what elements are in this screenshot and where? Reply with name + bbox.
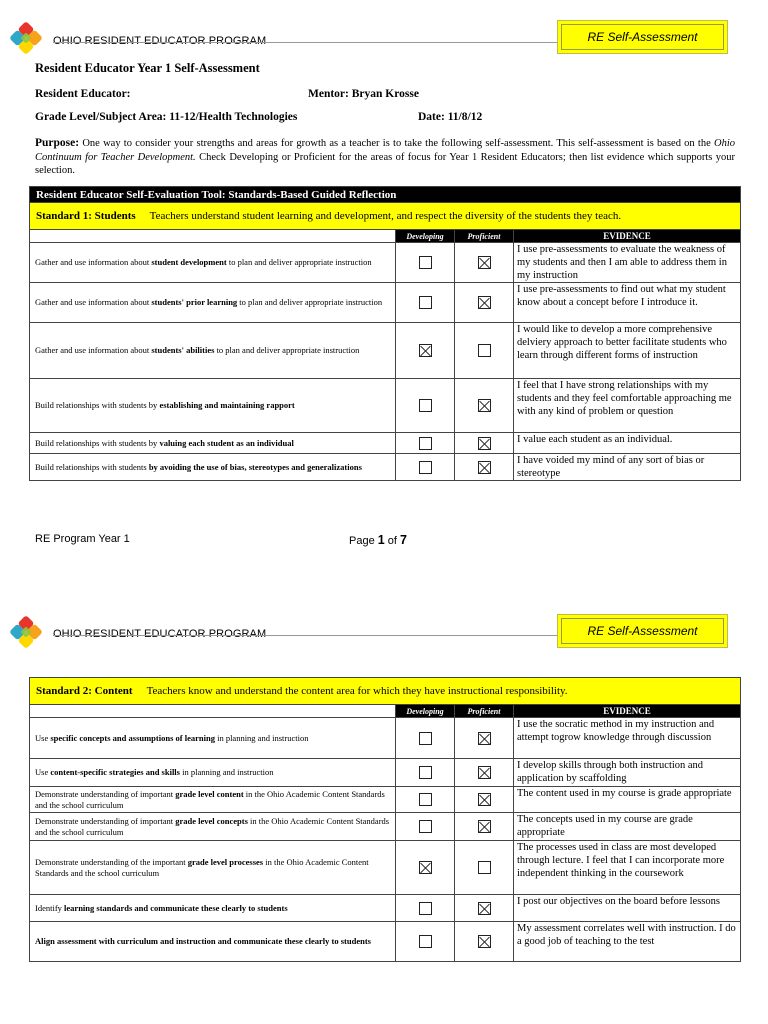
program-title: OHIO RESIDENT EDUCATOR PROGRAM: [53, 35, 267, 47]
footer-program: RE Program Year 1: [35, 533, 130, 545]
criterion-row: [30, 433, 741, 454]
evidence-text[interactable]: I post our objectives on the board before lessons: [514, 895, 741, 922]
developing-checkbox[interactable]: [419, 344, 432, 357]
evidence-text[interactable]: I value each student as an individual.: [514, 433, 741, 454]
developing-header: Developing: [396, 230, 455, 243]
proficient-header: Proficient: [455, 230, 514, 243]
developing-checkbox[interactable]: [419, 793, 432, 806]
proficient-checkbox[interactable]: [478, 296, 491, 309]
criterion-row: [30, 759, 741, 787]
footer-page-number: Page 1 of 7: [349, 533, 407, 547]
page1-header: [0, 18, 768, 60]
grade-level-label: Grade Level/Subject Area: 11-12/Health Technologies: [35, 111, 298, 123]
proficient-checkbox[interactable]: [478, 935, 491, 948]
header-rule: [53, 635, 565, 636]
ohio-re-logo: [6, 18, 46, 58]
evidence-text[interactable]: The content used in my course is grade appropriate: [514, 787, 741, 813]
criterion-row: [30, 813, 741, 841]
evidence-text[interactable]: The processes used in class are most developed through lecture. I feel that I can incorporate more independent thinking in the coursework: [514, 841, 741, 895]
criterion-text: Identify learning standards and communicate these clearly to students: [30, 895, 396, 922]
evidence-text[interactable]: I use pre-assessments to find out what my student know about a concept before I introduce it.: [514, 283, 741, 323]
criterion-text: Use content-specific strategies and skills in planning and instruction: [30, 759, 396, 787]
criterion-row: [30, 379, 741, 433]
criterion-text: Gather and use information about students' abilities to plan and deliver appropriate instruction: [30, 323, 396, 379]
criterion-text: Demonstrate understanding of important grade level concepts in the Ohio Academic Content Standards and the school curriculum: [30, 813, 396, 841]
criterion-text: Build relationships with students by avoiding the use of bias, stereotypes and generalizations: [30, 454, 396, 481]
developing-checkbox[interactable]: [419, 820, 432, 833]
criterion-text: Demonstrate understanding of important grade level content in the Ohio Academic Content Standards and the school curriculum: [30, 787, 396, 813]
evidence-text[interactable]: I would like to develop a more comprehensive delviery approach to better facilitate students who learn through different forms of instruction: [514, 323, 741, 379]
developing-checkbox[interactable]: [419, 766, 432, 779]
evidence-header: EVIDENCE: [514, 705, 741, 718]
proficient-checkbox[interactable]: [478, 861, 491, 874]
developing-header: Developing: [396, 705, 455, 718]
evidence-text[interactable]: I develop skills through both instruction and application by scaffolding: [514, 759, 741, 787]
criterion-row: [30, 787, 741, 813]
criterion-row: [30, 243, 741, 283]
proficient-checkbox[interactable]: [478, 437, 491, 450]
standard2-heading: Standard 2: Content Teachers know and understand the content area for which they have instructional responsibility.: [30, 678, 741, 705]
header-rule: [53, 42, 565, 43]
document-title: Resident Educator Year 1 Self-Assessment: [35, 61, 260, 75]
page2-header: [0, 612, 768, 654]
standard1-table: [29, 186, 741, 481]
proficient-checkbox[interactable]: [478, 461, 491, 474]
proficient-checkbox[interactable]: [478, 256, 491, 269]
criterion-row: [30, 454, 741, 481]
program-title: OHIO RESIDENT EDUCATOR PROGRAM: [53, 628, 267, 640]
evidence-text[interactable]: I feel that I have strong relationships with my students and they feel comfortable approaching me with any kind of problem or question: [514, 379, 741, 433]
criterion-row: [30, 323, 741, 379]
standard2-table: [29, 677, 741, 962]
proficient-checkbox[interactable]: [478, 732, 491, 745]
criterion-text: Gather and use information about student development to plan and deliver appropriate instruction: [30, 243, 396, 283]
self-assessment-badge: RE Self-Assessment: [557, 614, 728, 648]
date-label: Date: 11/8/12: [418, 111, 483, 123]
developing-checkbox[interactable]: [419, 461, 432, 474]
resident-educator-label: Resident Educator:: [35, 88, 131, 100]
proficient-checkbox[interactable]: [478, 399, 491, 412]
evidence-header: EVIDENCE: [514, 230, 741, 243]
tool-title-bar: Resident Educator Self-Evaluation Tool: Standards-Based Guided Reflection: [30, 187, 741, 203]
proficient-checkbox[interactable]: [478, 793, 491, 806]
proficient-checkbox[interactable]: [478, 766, 491, 779]
criterion-text: Demonstrate understanding of the important grade level processes in the Ohio Academic Content Standards and the school curriculum: [30, 841, 396, 895]
criterion-row: [30, 895, 741, 922]
developing-checkbox[interactable]: [419, 935, 432, 948]
developing-checkbox[interactable]: [419, 437, 432, 450]
proficient-checkbox[interactable]: [478, 344, 491, 357]
evidence-text[interactable]: I use the socratic method in my instruction and attempt togrow knowledge through discussion: [514, 718, 741, 759]
criterion-text: Use specific concepts and assumptions of learning in planning and instruction: [30, 718, 396, 759]
developing-checkbox[interactable]: [419, 296, 432, 309]
evidence-text[interactable]: My assessment correlates well with instruction. I do a good job of teaching to the test: [514, 922, 741, 962]
standard1-heading: Standard 1: Students Teachers understand student learning and development, and respect the diversity of the students they teach.: [30, 203, 741, 230]
proficient-header: Proficient: [455, 705, 514, 718]
criterion-row: [30, 283, 741, 323]
evidence-text[interactable]: I have voided my mind of any sort of bias or stereotype: [514, 454, 741, 481]
criterion-text: Build relationships with students by establishing and maintaining rapport: [30, 379, 396, 433]
developing-checkbox[interactable]: [419, 399, 432, 412]
self-assessment-badge: RE Self-Assessment: [557, 20, 728, 54]
criterion-text: Build relationships with students by valuing each student as an individual: [30, 433, 396, 454]
ohio-re-logo: [6, 612, 46, 652]
developing-checkbox[interactable]: [419, 902, 432, 915]
criterion-text: Gather and use information about students' prior learning to plan and deliver appropriate instruction: [30, 283, 396, 323]
mentor-label: Mentor: Bryan Krosse: [308, 88, 419, 100]
proficient-checkbox[interactable]: [478, 820, 491, 833]
proficient-checkbox[interactable]: [478, 902, 491, 915]
criterion-row: [30, 922, 741, 962]
purpose-paragraph: Purpose: One way to consider your strengths and areas for growth as a teacher is to take the following self-assessment. This self-assessment is based on the Ohio Continuum for Teacher Development. Check Developing or Proficient for the areas of focus for Year 1 Resident Educators; then list evidence which supports your selection.: [35, 137, 735, 176]
developing-checkbox[interactable]: [419, 732, 432, 745]
evidence-text[interactable]: The concepts used in my course are grade appropriate: [514, 813, 741, 841]
criterion-row: [30, 841, 741, 895]
developing-checkbox[interactable]: [419, 861, 432, 874]
developing-checkbox[interactable]: [419, 256, 432, 269]
criterion-text: Align assessment with curriculum and instruction and communicate these clearly to students: [30, 922, 396, 962]
evidence-text[interactable]: I use pre-assessments to evaluate the weakness of my students and then I am able to address them in my instruction: [514, 243, 741, 283]
criterion-row: [30, 718, 741, 759]
